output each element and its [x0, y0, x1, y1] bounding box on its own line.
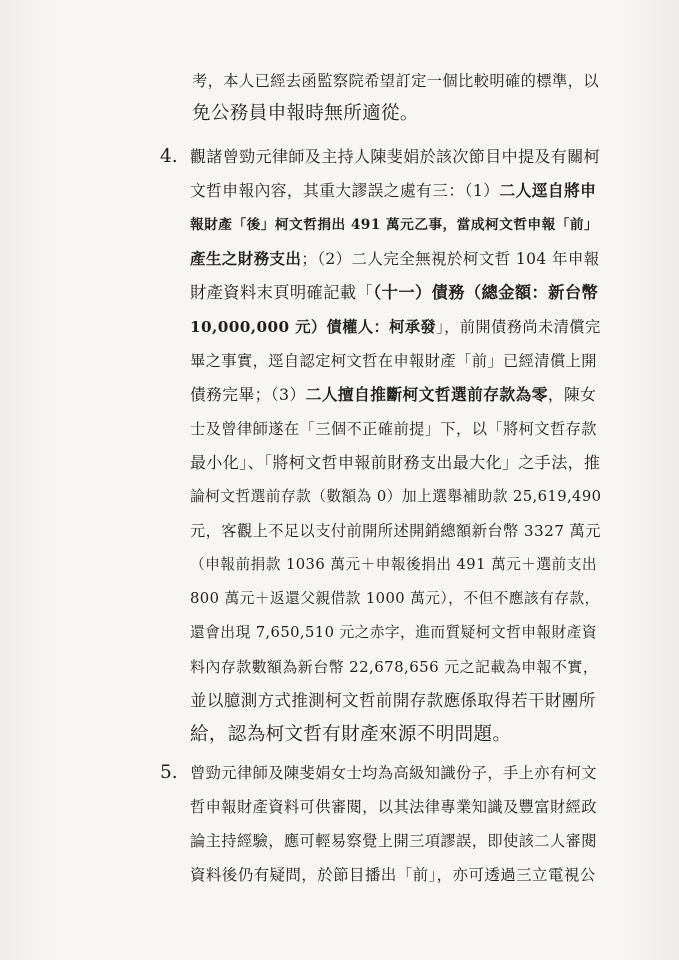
text-line — [190, 247, 600, 271]
bold-text: 產生之財務支出 — [190, 249, 302, 268]
bold-text: 報財產「後」柯文哲捐出 491 萬元乙事，當成柯文哲申報「前」 — [190, 217, 599, 233]
text-line: 元，客觀上不足以支付前開所述開銷總額新台幣 3327 萬元 — [190, 522, 601, 540]
text-run: 文哲申報內容，其重大謬誤之處有三：（1） — [190, 181, 500, 200]
list-number: 4. — [160, 146, 178, 167]
text-run: ，陳女 — [547, 385, 597, 404]
text-run: 財產資料末頁明確記載「 — [190, 283, 374, 302]
text-line: 免公務員申報時無所適從。 — [192, 103, 419, 124]
bold-text: 10,000,000 元）債權人：柯承發 — [190, 318, 437, 336]
text-line: 並以臆測方式推測柯文哲前開存款應係取得若干財團所 — [190, 691, 596, 710]
text-line: 觀諸曾勁元律師及主持人陳斐娟於該次節目中提及有關柯 — [190, 147, 601, 166]
text-line: （申報前捐款 1036 萬元＋申報後捐出 491 萬元＋選前支出 — [190, 556, 597, 573]
text-line: 給，認為柯文哲有財產來源不明問題。 — [190, 724, 512, 745]
text-run: 債務完畢；（3） — [190, 385, 306, 404]
bold-text: 二人擅自推斷柯文哲選前存款為零 — [305, 385, 548, 404]
text-line — [190, 179, 596, 203]
text-line: 料內存款數額為新台幣 22,678,656 元之記載為申報不實， — [190, 658, 599, 676]
text-line — [190, 281, 598, 305]
text-line — [190, 383, 596, 407]
text-line: 800 萬元＋返還父親借款 1000 萬元），不但不應該有存款， — [190, 590, 600, 607]
text-line — [190, 213, 598, 237]
text-line: 曾勁元律師及陳斐娟女士均為高級知識份子，手上亦有柯文 — [190, 764, 597, 782]
text-line: 考，本人已經去函監察院希望訂定一個比較明確的標準，以 — [192, 72, 599, 90]
bold-text: （十一）債務（總金額：新台幣 — [373, 283, 599, 302]
text-line: 論主持經驗，應可輕易察覺上開三項謬誤，即使該二人審閱 — [190, 832, 597, 850]
bold-text: 二人逕自將申 — [499, 181, 597, 200]
text-run: 」，前開債務尚未清償完 — [436, 318, 601, 336]
text-line: 哲申報財產資料可供審閱，以其法律專業知識及豐富財經政 — [190, 798, 597, 816]
list-number: 5. — [160, 762, 178, 783]
text-line: 畢之事實，逕自認定柯文哲在申報財產「前」已經清償上開 — [190, 352, 597, 370]
text-line: 資料後仍有疑問，於節目播出「前」，亦可透過三立電視公 — [190, 866, 596, 884]
text-line — [190, 315, 601, 339]
text-run: ；（2）二人完全無視於柯文哲 104 年申報 — [301, 250, 600, 268]
text-line: 最小化」、「將柯文哲申報前財務支出最大化」之手法，推 — [190, 453, 601, 472]
text-line: 論柯文哲選前存款（數額為 0）加上選舉補助款 25,619,490 — [190, 488, 602, 505]
text-line: 還會出現 7,650,510 元之赤字，進而質疑柯文哲申報財產資 — [190, 624, 597, 641]
text-line: 士及曾律師遂在「三個不正確前提」下，以「將柯文哲存款 — [190, 420, 597, 438]
